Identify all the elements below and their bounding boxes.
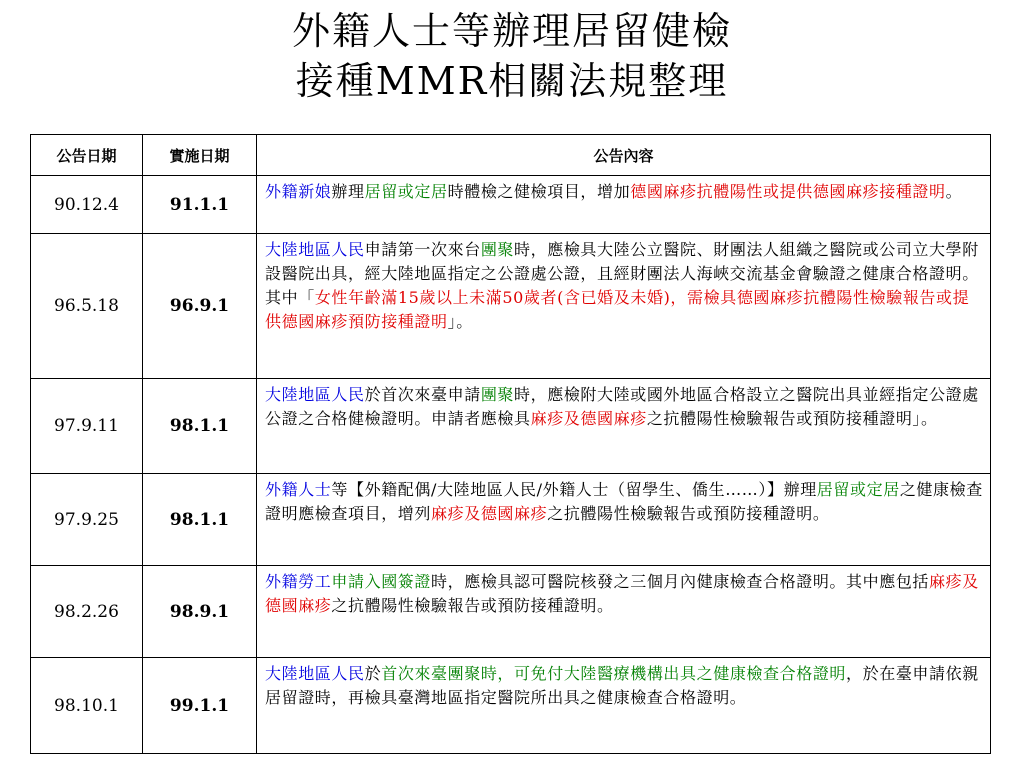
content-segment: 等【外籍配偶/大陸地區人民/外籍人士（留學生、僑生……）】辦理 <box>331 480 817 499</box>
content-segment: 大陸地區人民 <box>265 664 365 683</box>
content-segment: 女性年齡滿15歲以上未滿50歲者(含已婚及未婚)，需檢具德國麻疹抗體陽性檢驗報告或提供德國麻疹預防接種證明 <box>265 288 970 331</box>
content-segment: 大陸地區人民 <box>265 240 365 259</box>
content-segment: 於首次來臺申請 <box>364 385 481 404</box>
content-cell <box>257 176 991 234</box>
content-segment: 外籍人士 <box>265 480 332 499</box>
content-segment: 」。 <box>447 312 473 331</box>
content-segment: 之抗體陽性檢驗報告或預防接種證明」。 <box>646 409 938 428</box>
table-header-row <box>31 135 991 176</box>
content-segment: 之抗體陽性檢驗報告或預防接種證明。 <box>547 504 830 523</box>
content-segment: 申請第一次來台 <box>364 240 481 259</box>
header-announce-date: 公告日期 <box>31 135 143 176</box>
content-segment: 時體檢之健檢項目，增加 <box>447 182 631 201</box>
content-segment: 麻疹及德國麻疹 <box>431 504 548 523</box>
content-cell <box>257 658 991 754</box>
effective-date-cell: 96.9.1 <box>143 234 257 379</box>
content-segment: 時，應檢附大陸或國外地區合格設立之醫院出具並經指定公證處公證之合格健檢證明。申請者應檢具 <box>265 385 979 428</box>
content-cell <box>257 474 991 566</box>
announce-date-cell: 97.9.11 <box>31 379 143 474</box>
announce-date-cell: 98.2.26 <box>31 566 143 658</box>
content-segment: 首次來臺團聚時，可免付大陸醫療機構出具之健康檢查合格證明 <box>381 664 847 683</box>
title-line-1: 外籍人士等辦理居留健檢 <box>291 9 732 53</box>
content-segment: 辦理 <box>331 182 365 201</box>
content-segment: ，於在臺申請依親居留證時，再檢具臺灣地區指定醫院所出具之健康檢查合格證明。 <box>265 664 979 707</box>
header-content: 公告內容 <box>257 135 991 176</box>
table-row <box>31 379 991 474</box>
title-line-2: 接種MMR相關法規整理 <box>295 59 729 103</box>
announce-date-cell: 97.9.25 <box>31 474 143 566</box>
content-cell <box>257 234 991 379</box>
content-segment: 申請入國簽證 <box>331 572 432 591</box>
content-cell <box>257 566 991 658</box>
content-segment: 居留或定居 <box>816 480 900 499</box>
table-row <box>31 566 991 658</box>
content-segment: 團聚 <box>480 240 515 259</box>
content-segment: 居留或定居 <box>364 182 448 201</box>
content-segment: 麻疹及德國麻疹 <box>530 409 647 428</box>
content-segment: 之健康檢查證明應檢查項目，增列 <box>265 480 983 523</box>
header-effective-date: 實施日期 <box>143 135 257 176</box>
content-segment: 時，應檢具認可醫院核發之三個月內健康檢查合格證明。其中應包括 <box>431 572 930 591</box>
content-cell <box>257 379 991 474</box>
content-segment: 大陸地區人民 <box>265 385 365 404</box>
content-segment: 麻疹及德國麻疹 <box>265 572 979 615</box>
content-segment: 。 <box>945 182 963 201</box>
announce-date-cell: 98.10.1 <box>31 658 143 754</box>
announce-date-cell: 90.12.4 <box>31 176 143 234</box>
content-segment: 之抗體陽性檢驗報告或預防接種證明。 <box>331 596 614 615</box>
effective-date-cell: 91.1.1 <box>143 176 257 234</box>
announce-date-cell: 96.5.18 <box>31 234 143 379</box>
content-segment: 於 <box>364 664 382 683</box>
table-row <box>31 176 991 234</box>
content-segment: 時，應檢具大陸公立醫院、財團法人組織之醫院或公司立大學附設醫院出具，經大陸地區指定之公證處公證，且經財團法人海峽交流基金會驗證之健康合格證明。其中「 <box>265 240 979 307</box>
effective-date-cell: 98.1.1 <box>143 379 257 474</box>
effective-date-cell: 98.1.1 <box>143 474 257 566</box>
effective-date-cell: 99.1.1 <box>143 658 257 754</box>
table-row <box>31 658 991 754</box>
content-segment: 外籍勞工 <box>265 572 332 591</box>
content-segment: 團聚 <box>480 385 515 404</box>
regulations-table <box>30 134 991 754</box>
content-segment: 德國麻疹抗體陽性或提供德國麻疹接種證明 <box>630 182 946 201</box>
effective-date-cell: 98.9.1 <box>143 566 257 658</box>
content-segment: 外籍新娘 <box>265 182 332 201</box>
page-title <box>0 6 1024 106</box>
table-row <box>31 234 991 379</box>
table-row <box>31 474 991 566</box>
